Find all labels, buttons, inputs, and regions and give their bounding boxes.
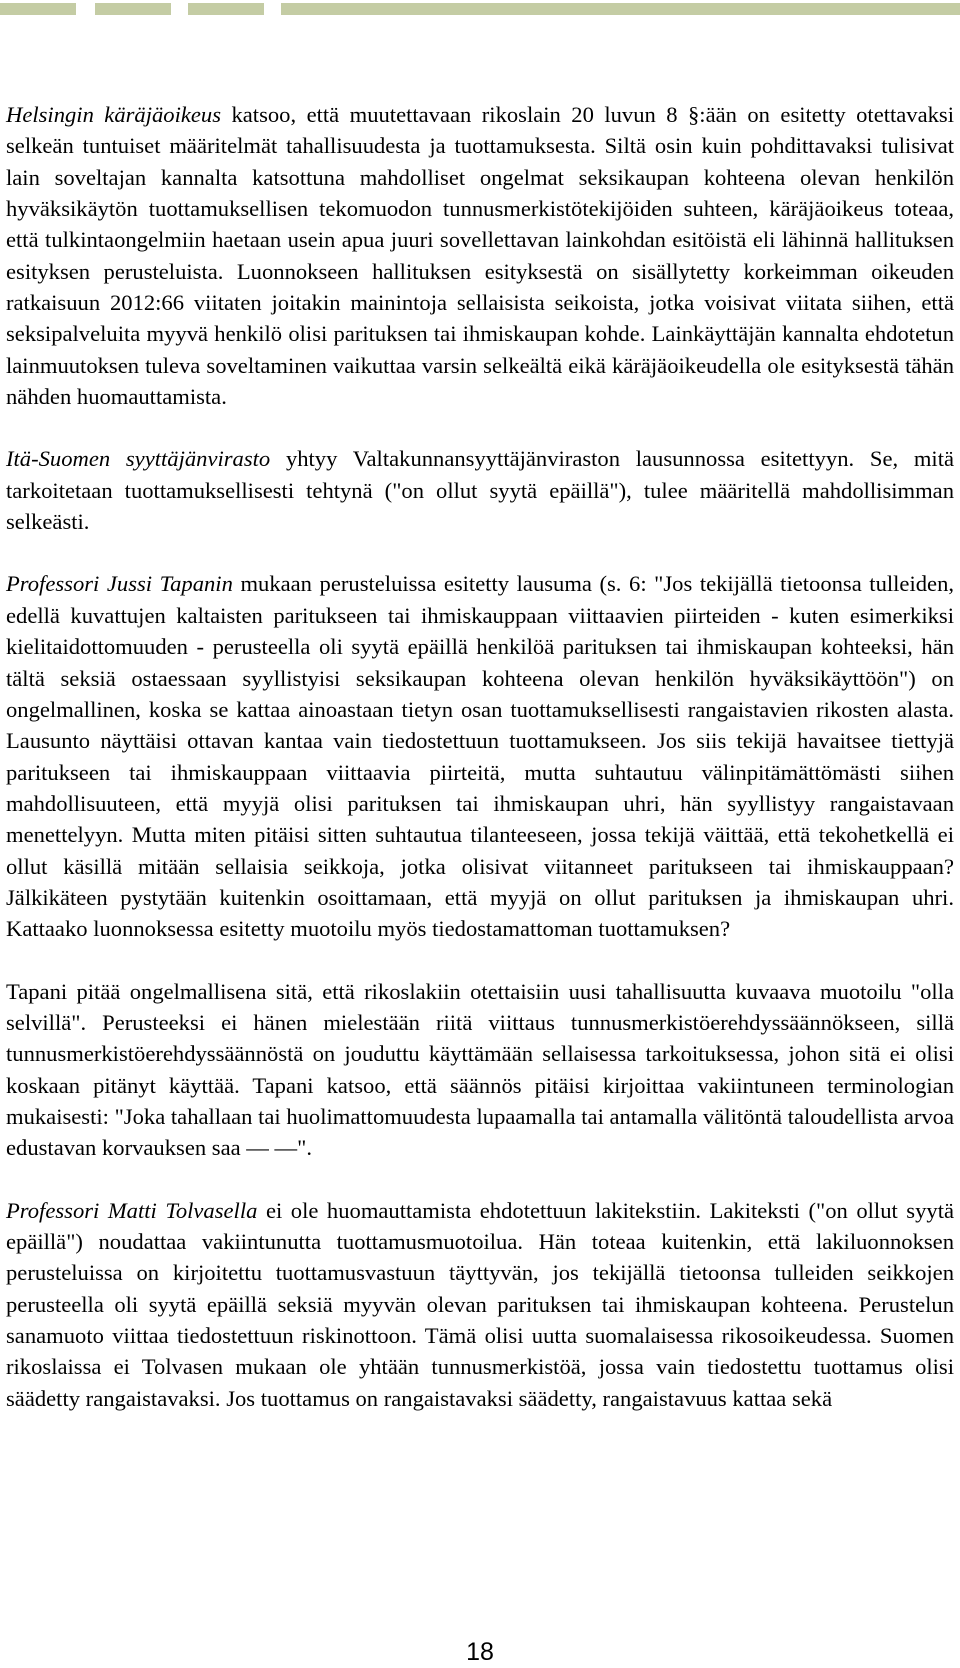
header-bar-segment (281, 3, 960, 15)
paragraph-east-finland-prosecution (6, 443, 954, 537)
paragraph-helsinki-district-court (6, 99, 954, 412)
paragraph-professor-tolvanen (6, 1195, 954, 1414)
paragraph-text: ei ole huomauttamista ehdotettuun lakitekstiin. Lakiteksti ("on ollut syytä epäillä") noudattaa vakiintunutta tuottamusmuotoilua. Hän toteaa kuitenkin, että lakiluonnoksen perusteluissa on kirjoitettu tuottamusvastuun täyttyvän, jos tekijällä tietoonsa tulleiden seikkojen perusteella oli syytä epäillä seksiä myyvän olevan parituksen tai ihmiskaupan kohteena. Perustelun sanamuoto viittaa tiedostettuun riskinottoon. Tämä olisi uutta suomalaisessa rikosoikeudessa. Suomen rikoslaissa ei Tolvasen mukaan ole yhtään tunnusmerkistöä, jossa vain tiedostettu tuottamus olisi säädetty rangaistavaksi. Jos tuottamus on rangaistavaksi säädetty, rangaistavuus kattaa sekä (6, 1197, 954, 1411)
header-bar-segment (188, 3, 264, 15)
paragraph-lead: Helsingin käräjäoikeus (6, 102, 222, 127)
paragraph-professor-tapani (6, 568, 954, 944)
paragraph-text: mukaan perusteluissa esitetty lausuma (s. 6: "Jos tekijällä tietoonsa tulleiden, edellä kuvattujen kaltaisten paritukseen tai ihmiskauppaan viittaavien piirteiden - kuten esimerkiksi kielitaidottomuuden - perusteella oli syytä epäillä henkilöä parituksen tai ihmiskaupan kohteeksi, hän tältä seksiä ostaessaan syyllistyisi seksikaupan kohteena olevan henkilön hyväksikäyttöön") on ongelmallinen, koska se kattaa ainoastaan tietyn osan tuottamuksellisesti rangaistavien rikosten alasta. Lausunto näyttäisi ottavan kantaa vain tiedostettuun tuottamukseen. Jos siis tekijä havaitsee tiettyjä paritukseen tai ihmiskauppaan viittaavia piirteitä, mutta suhtautuu välinpitämättömästi siihen mahdollisuuteen, että myyjä olisi parituksen tai ihmiskaupan uhri, hän syyllistyy rangaistavaan menettelyyn. Mutta miten pitäisi sitten suhtautua tilanteeseen, jossa tekijä väittää, että tekohetkellä ei ollut käsillä mitään sellaisia seikkoja, jotka olisivat viitanneet paritukseen tai ihmiskauppaan? Jälkikäteen pystytään kuitenkin osoittamaan, että myyjä on ollut parituksen ja ihmiskaupan uhri. Kattaako luonnoksessa esitetty muotoilu myös tiedostamattoman tuottamuksen? (6, 571, 955, 942)
document-body (6, 99, 954, 1414)
paragraph-lead: Professori Jussi Tapanin (6, 571, 233, 597)
paragraph-tapani-continued (6, 976, 954, 1164)
paragraph-text: katsoo, että muutettavaan rikoslain 20 luvun 8 §:ään on esitetty otettavaksi selkeän tuntuiset määritelmät tahallisuudesta ja tuottamuksesta. Siltä osin kuin pohdittavaksi tulisivat lain soveltajan kannalta katsottuna mahdolliset ongelmat seksikaupan kohteena olevan henkilön hyväksikäytön tuottamuksellisen tekomuodon tunnusmerkistötekijöiden suhteen, käräjäoikeus toteaa, että tulkintaongelmiin haetaan usein apua juuri sovellettavan lainkohdan esitöistä eli lähinnä hallituksen esityksen perusteluista. Luonnokseen hallituksen esityksestä on sisällytetty korkeimman oikeuden ratkaisuun 2012:66 viitaten joitakin mainintoja sellaisista seikoista, jotka voisivat viitata siihen, että seksipalveluita myyvä henkilö olisi parituksen tai ihmiskaupan kohde. Lainkäyttäjän kannalta ehdotetun lainmuutoksen tuleva soveltaminen vaikuttaa varsin selkeältä eikä käräjäoikeudella ole esityksestä tähän nähden huomauttamista. (6, 102, 955, 410)
header-bar-segment (95, 3, 171, 15)
paragraph-lead: Professori Matti Tolvasella (6, 1197, 258, 1223)
paragraph-text: yhtyy Valtakunnansyyttäjänviraston lausunnossa esitettyyn. Se, mitä tarkoitetaan tuottamuksellisesti tehtynä ("on ollut syytä epäillä"), tulee määritellä mahdollisimman selkeästi. (6, 446, 954, 535)
paragraph-lead: Itä-Suomen syyttäjänvirasto (6, 446, 271, 472)
page-number: 18 (466, 1638, 494, 1666)
paragraph-text: Tapani pitää ongelmallisena sitä, että rikoslakiin otettaisiin uusi tahallisuutta kuvaava muotoilu "olla selvillä". Perusteeksi ei hänen mielestään riitä viittaus tunnusmerkistöerehdyssäännökseen, sillä tunnusmerkistöerehdyssäännöstä on jouduttu käyttämään sellaisessa tarkoituksessa, johon sitä ei olisi koskaan pitänyt käyttää. Tapani katsoo, että säännös pitäisi kirjoittaa vakiintuneen terminologian mukaisesti: "Joka tahallaan tai huolimattomuudesta lupaamalla tai antamalla välitöntä taloudellista arvoa edustavan korvauksen saa — —". (6, 978, 954, 1161)
header-bar-segment (0, 3, 76, 15)
